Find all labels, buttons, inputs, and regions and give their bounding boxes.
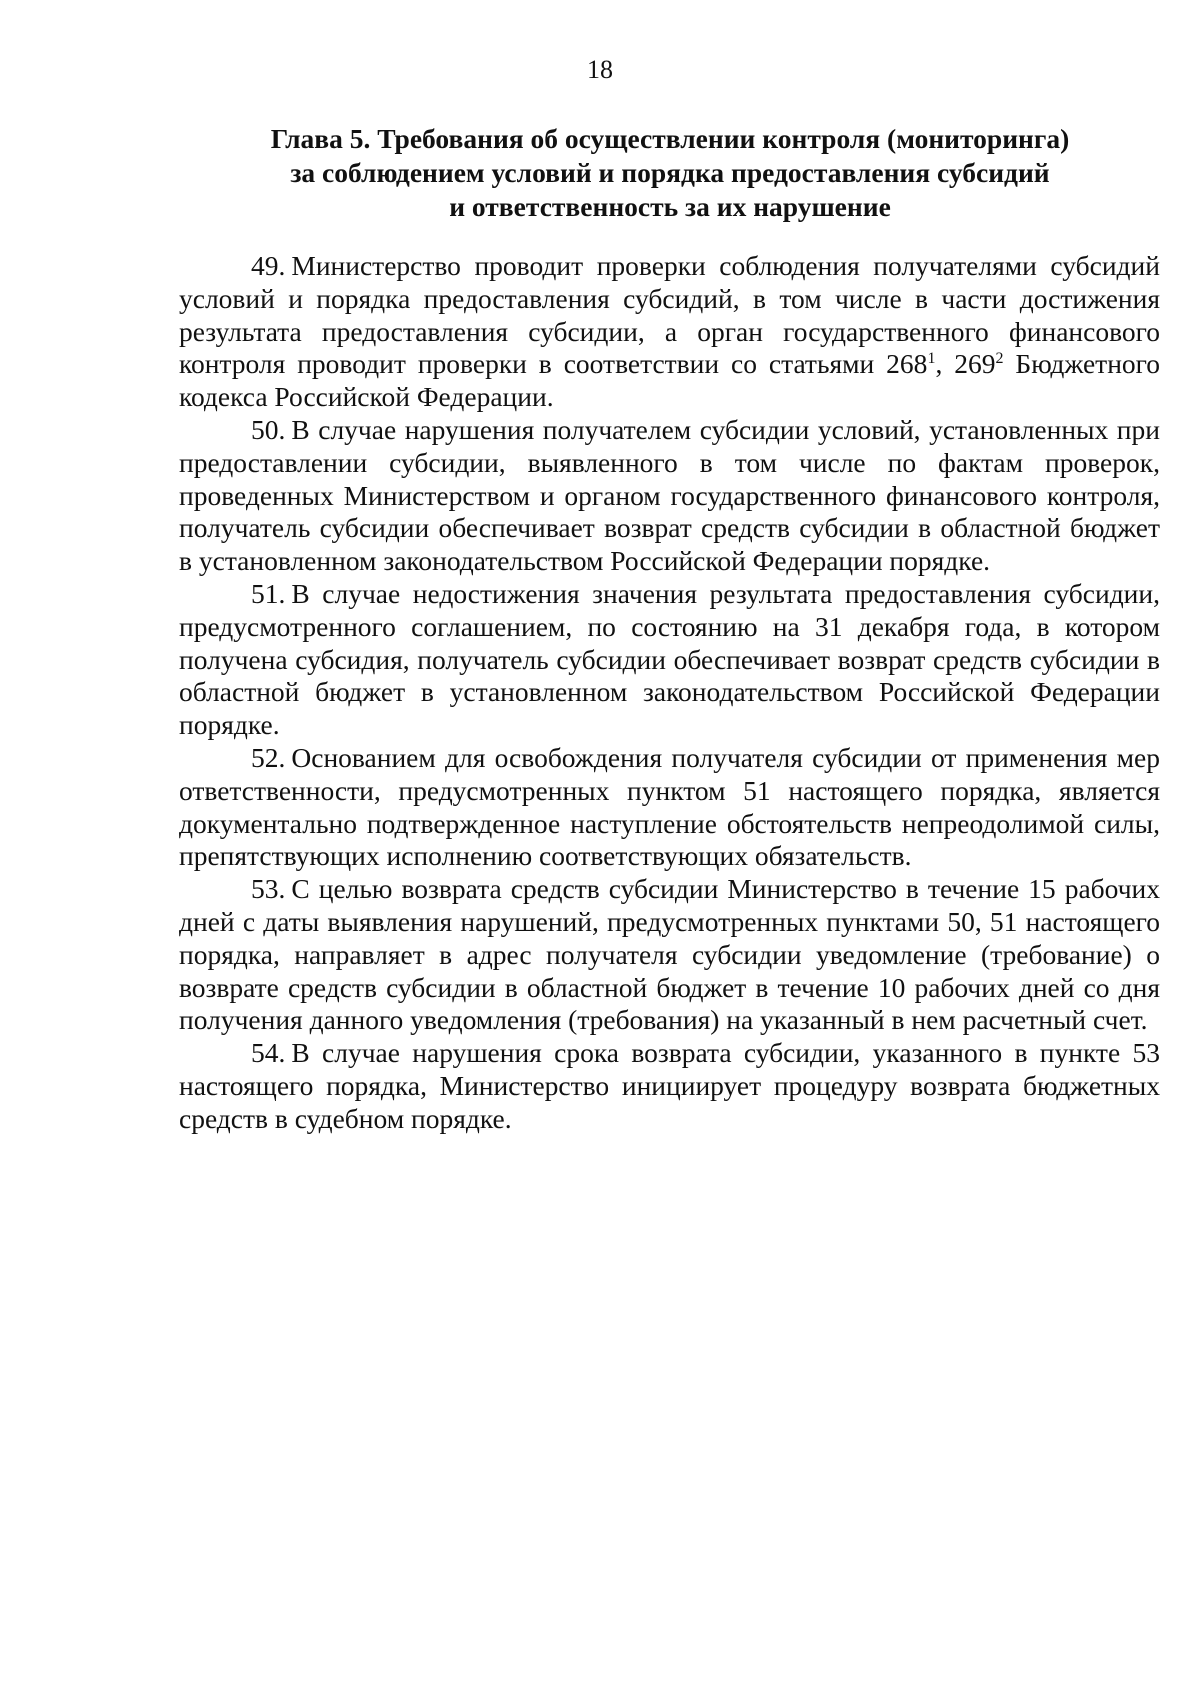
paragraph-text: С целью возврата средств субсидии Министерство в течение 15 рабочих дней с даты выявления нарушений, предусмотренных пунктами 50, 51 настоящего порядка, направляет в адрес получателя субсидии уведомление (требование) о возврате средств субсидии в областной бюджет в течение 10 рабочих дней со дня получения данного уведомления (требования) на указанный в нем расчетный счет. xyxy=(179,873,1160,1036)
paragraph-text: В случае нарушения срока возврата субсидии, указанного в пункте 53 настоящего порядка, Министерство инициирует процедуру возврата бюджетных средств в судебном порядке. xyxy=(179,1037,1160,1134)
paragraph-number: 50. xyxy=(251,413,286,445)
chapter-heading-line-2: за соблюдением условий и порядка предоставления субсидий xyxy=(290,157,1050,188)
page-number: 18 xyxy=(587,55,613,84)
paragraph-text: Бюджетного кодекса Российской Федерации. xyxy=(179,348,1161,413)
paragraph-number: 54. xyxy=(251,1037,286,1069)
paragraph-number: 51. xyxy=(251,577,286,609)
paragraph-53 xyxy=(179,873,1160,1037)
paragraph-50 xyxy=(179,414,1160,578)
paragraph-51 xyxy=(179,578,1160,742)
superscript: 2 xyxy=(995,350,1004,368)
chapter-heading xyxy=(180,122,1160,224)
paragraph-number: 53. xyxy=(251,873,286,905)
superscript: 1 xyxy=(927,350,936,368)
paragraph-text: В случае недостижения значения результата предоставления субсидии, предусмотренного соглашением, по состоянию на 31 декабря года, в котором получена субсидия, получатель субсидии обеспечивает возврат средств субсидии в областной бюджет в установленном законодательством Российской Федерации порядке. xyxy=(179,577,1160,741)
paragraph-text: В случае нарушения получателем субсидии условий, установленных при предоставлении субсидии, выявленного в том числе по фактам проверок, проведенных Министерством и органом государственного финансового контроля, получатель субсидии обеспечивает возврат средств субсидии в областной бюджет в установленном законодательством Российской Федерации порядке. xyxy=(179,413,1160,577)
paragraph-text: Основанием для освобождения получателя субсидии от применения мер ответственности, предусмотренных пунктом 51 настоящего порядка, является документально подтвержденное наступление обстоятельств непреодолимой силы, препятствующих исполнению соответствующих обязательств. xyxy=(179,741,1160,872)
paragraph-number: 52. xyxy=(251,741,286,773)
paragraph-number: 49. xyxy=(251,250,286,281)
chapter-heading-line-3: и ответственность за их нарушение xyxy=(449,191,891,222)
paragraph-49 xyxy=(179,250,1160,414)
paragraph-text: Министерство проводит проверки соблюдения получателями субсидий условий и порядка предоставления субсидий, в том числе в части достижения результата предоставления субсидии, а орган государственного финансового контроля проводит проверки в соответствии со статьями 268 xyxy=(179,250,1160,380)
document-body xyxy=(179,250,1160,1136)
paragraph-52 xyxy=(179,742,1160,873)
paragraph-54 xyxy=(179,1037,1160,1135)
paragraph-text: , 269 xyxy=(935,348,996,380)
chapter-heading-line-1: Глава 5. Требования об осуществлении контроля (мониторинга) xyxy=(270,123,1070,154)
